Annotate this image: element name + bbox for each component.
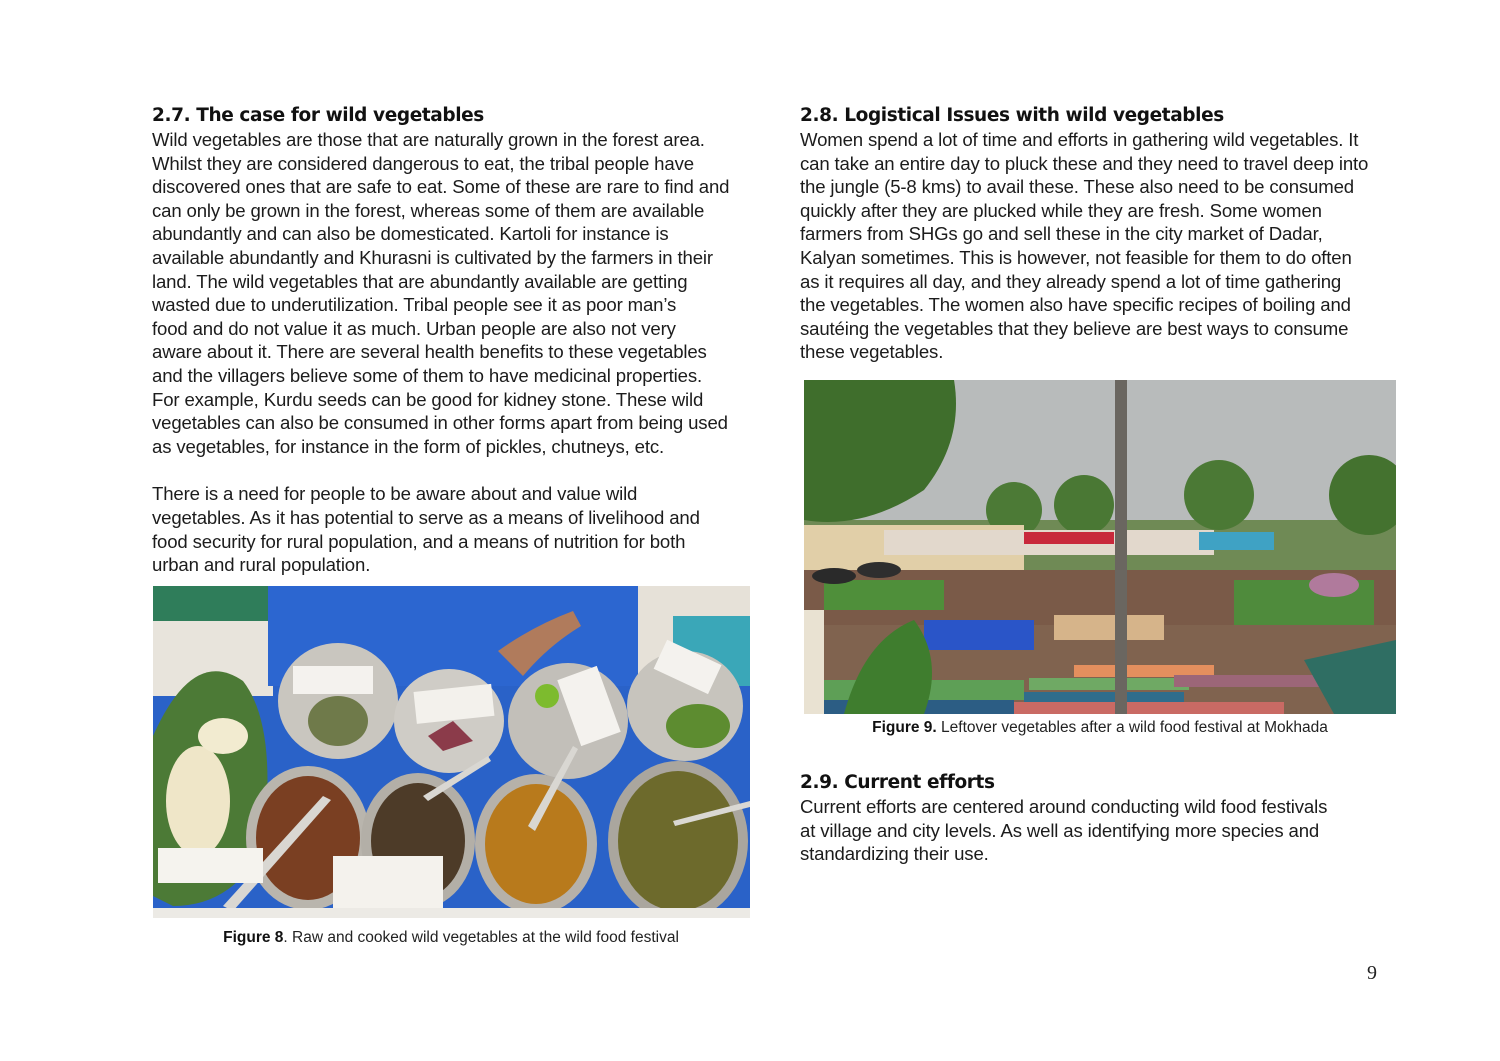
section-2-7 xyxy=(152,104,762,577)
figure-9-image xyxy=(804,380,1396,714)
section-paragraph: Wild vegetables are those that are naturally grown in the forest area. Whilst they are considered dangerous to eat, the tribal people have discovered ones that are safe to eat. Some of these are rare to find and can only be grown in the forest, whereas some of them are available abundantly and can also be domesticated. Kartoli for instance is available abundantly and Khurasni is cultivated by the farmers in their land. The wild vegetables that are abundantly available are getting wasted due to underutilization. Tribal people see it as poor man’s food and do not value it as much. Urban people are also not very aware about it. There are several health benefits to these vegetables and the villagers believe some of them to have medicinal properties. For example, Kurdu seeds can be good for kidney stone. These wild vegetables can also be consumed in other forms apart from being used as vegetables, for instance in the form of pickles, chutneys, etc. xyxy=(152,129,730,457)
section-heading: 2.8. Logistical Issues with wild vegetables xyxy=(800,105,1224,126)
section-2-9 xyxy=(800,771,1410,866)
section-2-8 xyxy=(800,104,1410,364)
section-heading: 2.9. Current efforts xyxy=(800,772,995,793)
section-paragraph: Current efforts are centered around conducting wild food festivals at village and city levels. As well as identifying more species and standardizing their use. xyxy=(800,796,1328,865)
figure-label: Figure 8 xyxy=(223,929,284,946)
section-paragraph: There is a need for people to be aware about and value wild vegetables. As it has potential to serve as a means of livelihood and food security for rural population, and a means of nutrition for both urban and rural population. xyxy=(152,483,700,576)
figure-caption-text: Leftover vegetables after a wild food festival at Mokhada xyxy=(936,719,1328,736)
figure-8-caption xyxy=(152,929,750,947)
figure-9-caption xyxy=(800,719,1400,737)
section-heading: 2.7. The case for wild vegetables xyxy=(152,105,484,126)
section-paragraph: Women spend a lot of time and efforts in gathering wild vegetables. It can take an entire day to pluck these and they need to travel deep into the jungle (5-8 kms) to avail these. These also need to be consumed quickly after they are plucked while they are fresh. Some women farmers from SHGs go and sell these in the city market of Dadar, Kalyan sometimes. This is however, not feasible for them to do often as it requires all day, and they already spend a lot of time gathering the vegetables. The women also have specific recipes of boiling and sautéing the vegetables that they believe are best ways to consume these vegetables. xyxy=(800,129,1369,363)
figure-8-image xyxy=(153,586,750,918)
page-number: 9 xyxy=(1367,962,1377,984)
figure-caption-text: . Raw and cooked wild vegetables at the wild food festival xyxy=(283,929,679,946)
figure-label: Figure 9. xyxy=(872,719,937,736)
